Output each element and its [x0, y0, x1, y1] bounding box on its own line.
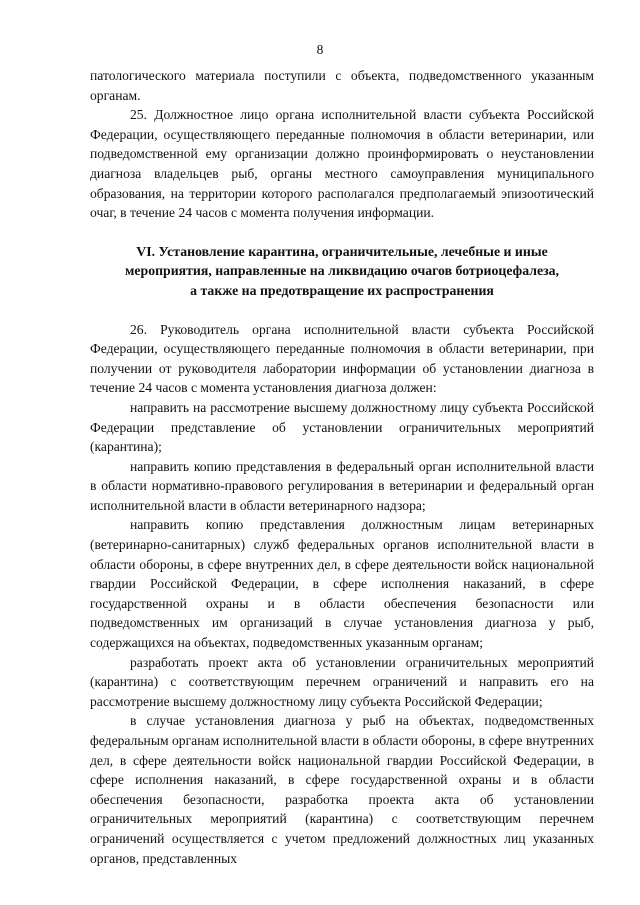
paragraph-continuation: патологического материала поступили с объекта, подведомственного указанным органам.: [90, 68, 594, 103]
page-number: 8: [316, 42, 324, 57]
paragraph-26-item-3: направить копию представления должностным лицам ветеринарных (ветеринарно-санитарных) служб федеральных органов исполнительной власти в области обороны, в сфере внутренних дел, в сфере деятельности войск национальной гвардии Российской Федерации, в сфере исполнения наказаний, в сфере государственной охраны и в области обеспечения безопасности или подведомственных им организаций в случае установления диагноза у рыб, содержащихся на объектах, подведомственных указанным органам;: [90, 517, 594, 651]
paragraph-26-item-4: разработать проект акта об установлении ограничительных мероприятий (карантина) с соответствующим перечнем ограничений и направить его на рассмотрение высшему должностному лицу субъекта Российской Федерации;: [90, 654, 594, 709]
section-heading-line-2: мероприятия, направленные на ликвидацию очагов ботриоцефалеза,: [125, 263, 559, 279]
paragraph-26: 26. Руководитель органа исполнительной власти субъекта Российской Федерации, осуществляющего переданные полномочия в области ветеринарии, при получении от руководителя лаборатории информации об установлении диагноза в течение 24 часов с момента установления диагноза должен:: [90, 321, 594, 396]
section-heading: [90, 242, 594, 301]
paragraph-26-item-1: направить на рассмотрение высшему должностному лицу субъекта Российской Федерации представление об установлении ограничительных мероприятий (карантина);: [90, 399, 594, 455]
paragraph-26-item-2: направить копию представления в федеральный орган исполнительной власти в области нормативно-правового регулирования в ветеринарии и федеральный орган исполнительной власти в области ветеринарного надзора;: [90, 458, 594, 513]
section-heading-line-1: VI. Установление карантина, ограничительные, лечебные и иные: [136, 243, 548, 259]
paragraph-26-item-5: в случае установления диагноза у рыб на объектах, подведомственных федеральным органам исполнительной власти в области обороны, в сфере внутренних дел, в сфере деятельности войск национальной гвардии Российской Федерации, в сфере исполнения наказаний, в сфере государственной охраны и в области обеспечения безопасности, разработка проекта акта об установлении ограничительных мероприятий (карантина) с соответствующим перечнем ограничений осуществляется с учетом предложений должностных лиц указанных органов, представленных: [90, 713, 594, 866]
document-body: [90, 66, 594, 868]
paragraph-25: 25. Должностное лицо органа исполнительной власти субъекта Российской Федерации, осуществляющего переданные полномочия в области ветеринарии, или подведомственной ему организации должно проинформировать о неустановлении диагноза владельцев рыб, органы местного самоуправления муниципального образования, на территории которого располагался предполагаемый эпизоотический очаг, в течение 24 часов с момента получения информации.: [90, 107, 594, 221]
section-heading-line-3: а также на предотвращение их распространения: [190, 282, 494, 298]
